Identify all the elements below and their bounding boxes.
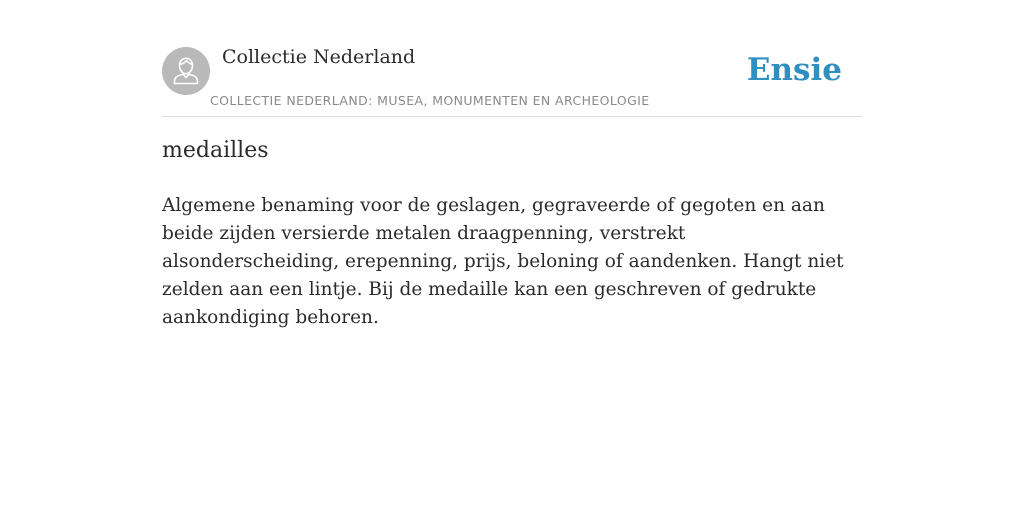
entry-header (162, 0, 862, 117)
author-subtitle: COLLECTIE NEDERLAND: MUSEA, MONUMENTEN EN ARCHEOLOGIE (210, 93, 650, 108)
entry-card (162, 0, 862, 512)
entry-term: medailles (162, 138, 269, 163)
ensie-logo[interactable]: Ensie (746, 52, 842, 88)
avatar[interactable] (162, 47, 210, 95)
user-silhouette-icon (162, 47, 210, 95)
entry-definition: Algemene benaming voor de geslagen, gegraveerde of gegoten en aan beide zijden versierde metalen draagpenning, verstrekt alsonderscheiding, erepenning, prijs, beloning of aandenken. Hangt niet zelden aan een lintje. Bij de medaille kan een geschreven of gedrukte aankondiging behoren. (162, 195, 844, 328)
author-name[interactable]: Collectie Nederland (222, 46, 416, 68)
